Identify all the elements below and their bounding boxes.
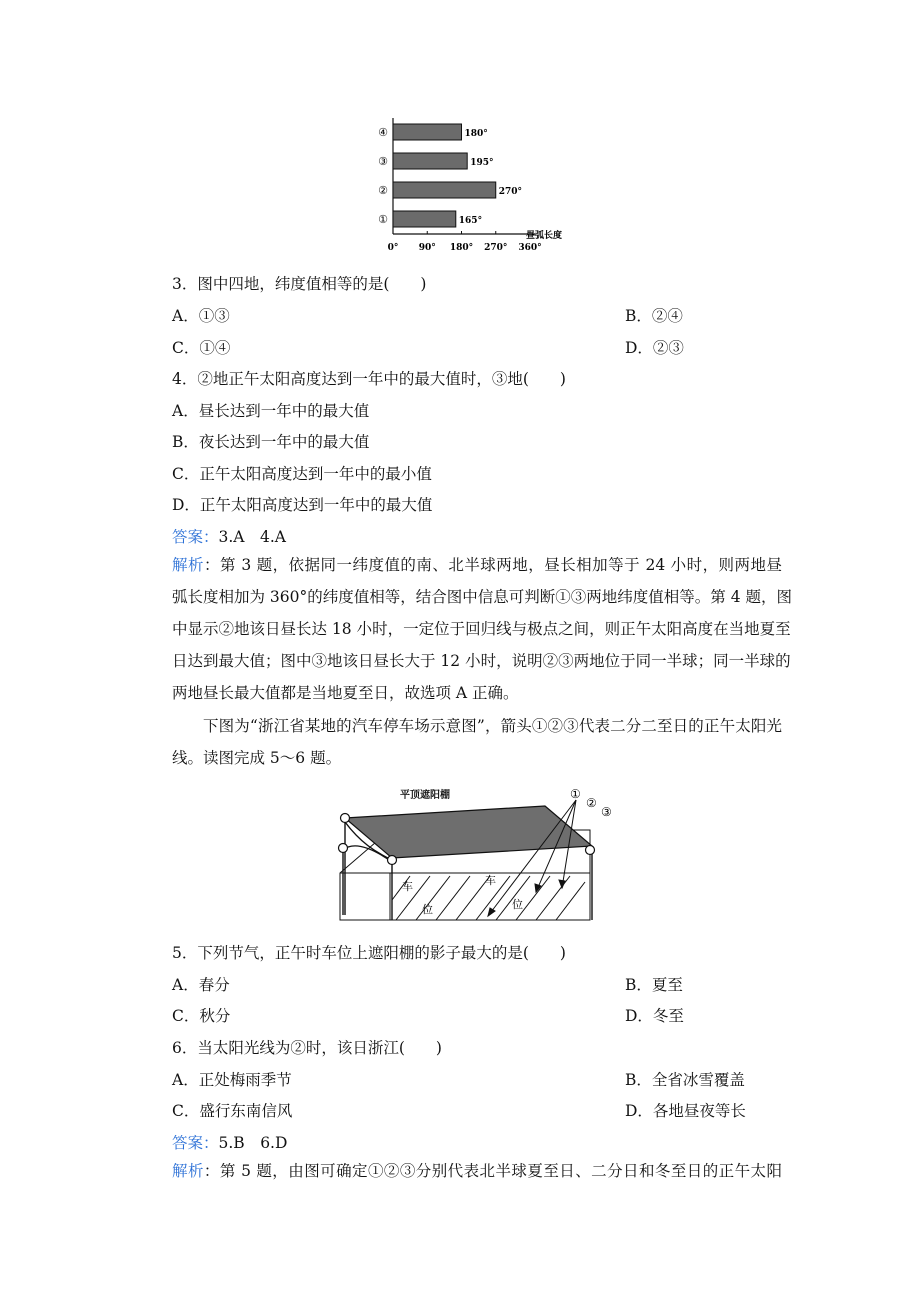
ray-label-1: ① <box>570 787 581 801</box>
q4-option-c: C．正午太阳高度达到一年中的最小值 <box>172 465 432 483</box>
q6-option-a: A．正处梅雨季节 <box>172 1071 292 1089</box>
q5-stem: 5．下列节气，正午时车位上遮阳棚的影子最大的是( ) <box>172 944 566 962</box>
q6-option-d: D．各地昼夜等长 <box>625 1102 746 1120</box>
intro-row: 下图为“浙江省某地的汽车停车场示意图”，箭头①②③代表二分二至日的正午太阳光 <box>203 717 782 735</box>
q3-option-b: B．②④ <box>625 307 683 325</box>
bar <box>393 153 467 169</box>
category-label: ③ <box>378 155 388 168</box>
value-label: 270° <box>498 187 523 197</box>
x-tick-label: 0° <box>387 243 399 253</box>
explanation-row <box>172 1155 782 1187</box>
explanation-row: 弧长度相加为 360°的纬度值相等，结合图中信息可判断①③两地纬度值相等。第 4 题，图 <box>172 588 792 606</box>
answer-label: 答案： <box>172 528 219 546</box>
value-label: 180° <box>464 129 488 139</box>
explanation-row <box>172 549 782 581</box>
q4-option-a: A．昼长达到一年中的最大值 <box>172 402 370 420</box>
q4-option-b: B．夜长达到一年中的最大值 <box>172 433 370 451</box>
spot-char: 车 <box>485 874 496 887</box>
q6-option-b: B．全省冰雪覆盖 <box>625 1071 745 1089</box>
explanation-3-4 <box>172 549 792 709</box>
explanation-text: ：第 3 题，依据同一纬度值的南、北半球两地，昼长相加等于 24 小时，则两地昼 <box>203 556 782 574</box>
value-label: 165° <box>458 216 483 226</box>
explanation-row: 日达到最大值；图中③地该日昼长大于 12 小时，说明②③两地位于同一半球；同一半球的 <box>172 652 791 670</box>
ray-label-3: ③ <box>601 805 612 819</box>
ray-label-2: ② <box>586 796 597 810</box>
x-tick-label: 90° <box>418 243 436 253</box>
x-tick-label: 270° <box>484 243 508 253</box>
bar <box>393 124 462 140</box>
q5-option-b: B．夏至 <box>625 976 683 994</box>
answer-3-4 <box>172 525 286 547</box>
answer-label: 答案： <box>172 1134 219 1152</box>
daylight-arc-bar-chart <box>360 112 590 260</box>
explanation-label: 解析 <box>172 556 204 574</box>
q6-stem: 6．当太阳光线为②时，该日浙江( ) <box>172 1039 442 1057</box>
spot-char: 位 <box>422 903 433 916</box>
q3-option-a: A．①③ <box>172 307 230 325</box>
explanation-row: 中显示②地该日昼长达 18 小时，一定位于回归线与极点之间，则正午太阳高度在当地夏至 <box>172 620 791 638</box>
intro-5-6 <box>172 710 782 774</box>
q6-option-c: C．盛行东南信风 <box>172 1102 293 1120</box>
spot-char: 位 <box>512 898 523 911</box>
explanation-label: 解析 <box>172 1162 204 1180</box>
answer-text: 3.A 4.A <box>218 528 286 546</box>
spot-char: 车 <box>402 880 413 893</box>
bar <box>393 211 456 227</box>
q5-option-c: C．秋分 <box>172 1007 231 1025</box>
value-label: 195° <box>470 158 494 168</box>
q3-stem: 3．图中四地，纬度值相等的是( ) <box>172 275 427 293</box>
answer-5-6 <box>172 1131 287 1153</box>
parking-lot-figure <box>330 780 630 930</box>
explanation-5-6 <box>172 1155 782 1187</box>
q5-option-d: D．冬至 <box>625 1007 684 1025</box>
bar <box>393 182 496 198</box>
explanation-row: 两地昼长最大值都是当地夏至日，故选项 A 正确。 <box>172 684 519 702</box>
q4-stem: 4．②地正午太阳高度达到一年中的最大值时，③地( ) <box>172 370 566 388</box>
category-label: ④ <box>378 126 388 139</box>
x-tick-label: 180° <box>449 243 474 253</box>
q4-option-d: D．正午太阳高度达到一年中的最大值 <box>172 496 433 514</box>
category-label: ① <box>378 213 388 226</box>
q3-option-d: D．②③ <box>625 339 684 357</box>
roof-label: 平顶遮阳棚 <box>400 790 450 801</box>
x-tick-label: 360° <box>518 243 542 253</box>
q5-option-a: A．春分 <box>172 976 230 994</box>
x-axis-label: 昼弧长度 <box>526 231 563 241</box>
explanation-text: ：第 5 题，由图可确定①②③分别代表北半球夏至日、二分日和冬至日的正午太阳 <box>203 1162 782 1180</box>
category-label: ② <box>378 184 388 197</box>
q3-option-c: C．①④ <box>172 339 231 357</box>
intro-row: 线。读图完成 5～6 题。 <box>172 749 342 767</box>
answer-text: 5.B 6.D <box>218 1134 288 1152</box>
